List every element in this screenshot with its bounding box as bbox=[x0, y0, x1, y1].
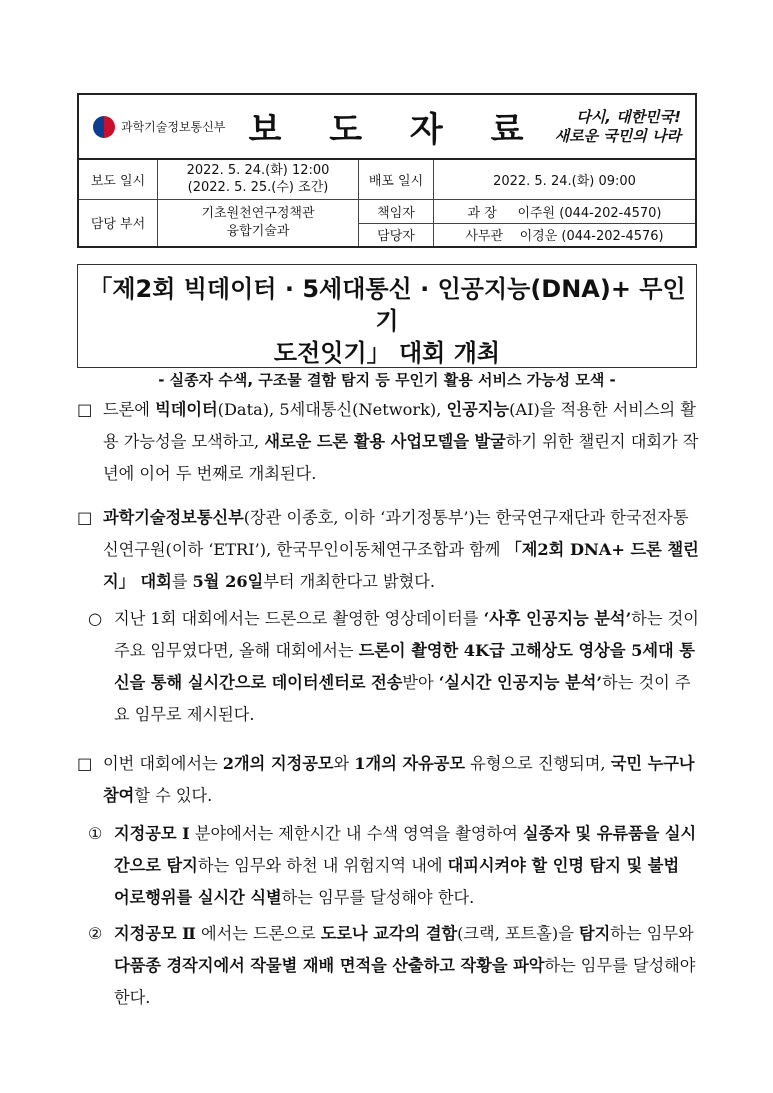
contact-title: 사무관 bbox=[465, 229, 504, 245]
headline-line-2: 도전잇기」 대회 개최 bbox=[273, 339, 501, 367]
headline-line-1: 「제2회 빅데이터 · 5세대통신 · 인공지능(DNA)+ 무인기 bbox=[88, 275, 686, 335]
release-value-line-2: (2022. 5. 25.(수) 조간) bbox=[187, 180, 329, 196]
ministry-name: 과학기술정보통신부 bbox=[121, 120, 226, 134]
department-line-2: 융합기술과 bbox=[226, 223, 290, 239]
ministry-emblem-icon bbox=[93, 116, 115, 138]
department-value bbox=[158, 199, 359, 247]
ministry-logo bbox=[93, 116, 225, 138]
contact-value bbox=[434, 223, 697, 247]
list-item-1-text: 지정공모 Ⅰ 분야에서는 제한시간 내 수색 영역을 촬영하여 실종자 및 유류품을 실시간으로 탐지하는 임무와 하천 내 위험지역 내에 대피시켜야 할 인명 탐지 및 불법 어로행위를 실시간 식별하는 임무를 달성해야 한다. bbox=[114, 824, 697, 907]
paragraph-2 bbox=[77, 502, 699, 598]
release-value-line-1: 2022. 5. 24.(화) 12:00 bbox=[186, 163, 330, 179]
department-label: 담당 부서 bbox=[78, 199, 158, 247]
responsible-value bbox=[434, 199, 697, 223]
paragraph-2-sub-text: 지난 1회 대회에서는 드론으로 촬영한 영상데이터를 ‘사후 인공지능 분석’하는 것이 주요 임무였다면, 올해 대회에서는 드론이 촬영한 4K급 고해상도 영상을 5세대 통신을 통해 실시간으로 데이터센터로 전송받아 ‘실시간 인공지능 분석’하는 것이 주요 임무로 제시된다. bbox=[114, 609, 699, 724]
contact-name: 이경운 (044-202-4576) bbox=[519, 229, 664, 245]
paragraph-2-text: 과학기술정보통신부(장관 이종호, 이하 ‘과기정통부’)는 한국연구재단과 한국전자통신연구원(이하 ‘ETRI’), 한국무인이동체연구조합과 함께 「제2회 DNA+ 드론 챌린지」 대회를 5월 26일부터 개최한다고 밝혔다. bbox=[103, 508, 699, 591]
distribution-label: 배포 일시 bbox=[359, 159, 434, 199]
press-header bbox=[77, 93, 697, 248]
square-bullet-icon: □ bbox=[77, 400, 93, 419]
government-slogan bbox=[555, 108, 681, 146]
headline-subtitle: - 실종자 수색, 구조물 결함 탐지 등 무인기 활용 서비스 가능성 모색 - bbox=[158, 371, 616, 389]
paragraph-3 bbox=[77, 748, 699, 812]
circle-bullet-icon: ○ bbox=[88, 609, 103, 628]
release-label: 보도 일시 bbox=[78, 159, 158, 199]
circled-two-icon: ② bbox=[88, 924, 103, 943]
slogan-line-1: 다시, 대한민국! bbox=[576, 107, 681, 126]
department-line-1: 기초원천연구정책관 bbox=[201, 205, 315, 221]
circled-one-icon: ① bbox=[88, 824, 103, 843]
paragraph-2-sub bbox=[88, 603, 700, 731]
paragraph-1 bbox=[77, 394, 699, 490]
square-bullet-icon: □ bbox=[77, 508, 93, 527]
header-banner bbox=[78, 94, 696, 159]
list-item-2 bbox=[88, 918, 700, 1014]
headline-box bbox=[77, 264, 697, 389]
responsible-name: 이주원 (044-202-4570) bbox=[517, 205, 662, 221]
distribution-value: 2022. 5. 24.(화) 09:00 bbox=[434, 159, 697, 199]
contact-label: 담당자 bbox=[359, 223, 434, 247]
slogan-line-2: 새로운 국민의 나라 bbox=[554, 126, 681, 145]
list-item-2-text: 지정공모 Ⅱ 에서는 드론으로 도로나 교각의 결함(크랙, 포트홀)을 탐지하는 임무와 다품종 경작지에서 작물별 재배 면적을 산출하고 작황을 파악하는 임무를 달성해야 한다. bbox=[114, 924, 696, 1007]
responsible-title: 과 장 bbox=[467, 205, 497, 221]
paragraph-1-text: 드론에 빅데이터(Data), 5세대통신(Network), 인공지능(AI)을 적용한 서비스의 활용 가능성을 모색하고, 새로운 드론 활용 사업모델을 발굴하기 위한 챌린지 대회가 작년에 이어 두 번째로 개최된다. bbox=[103, 400, 699, 483]
square-bullet-icon: □ bbox=[77, 754, 93, 773]
press-release-title: 보 도 자 료 bbox=[248, 110, 542, 150]
release-value bbox=[158, 159, 359, 199]
responsible-label: 책임자 bbox=[359, 199, 434, 223]
paragraph-3-text: 이번 대회에서는 2개의 지정공모와 1개의 자유공모 유형으로 진행되며, 국민 누구나 참여할 수 있다. bbox=[103, 754, 695, 805]
list-item-1 bbox=[88, 818, 700, 914]
